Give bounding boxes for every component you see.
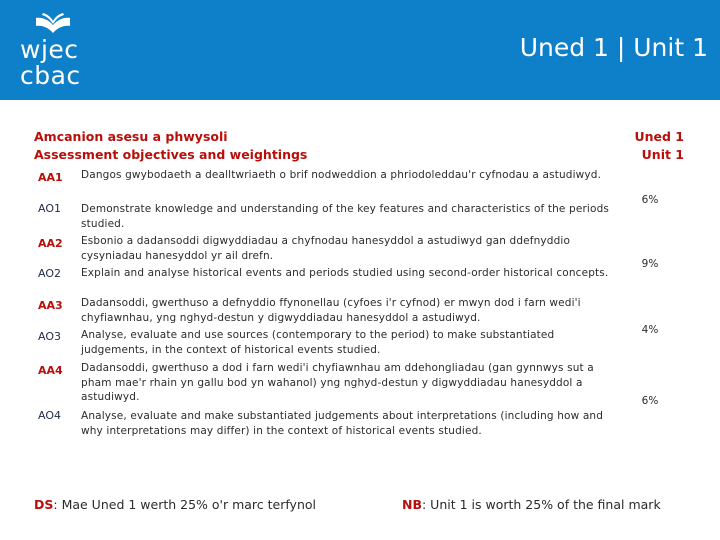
wjec-cbac-logo <box>20 13 86 91</box>
objective-description-welsh: Esbonio a dadansoddi digwyddiadau a chyfnodau hanesyddol a astudiwyd gan ddefnyddio cysyniadau hanesyddol yr ail drefn. <box>81 235 571 262</box>
column-heading <box>634 128 684 164</box>
footer-text-welsh: : Mae Uned 1 werth 25% o'r marc terfynol <box>53 497 316 512</box>
table-heading <box>34 128 307 164</box>
objective-code-english: AO3 <box>38 330 61 343</box>
objective-description-english: Explain and analyse historical events and periods studied using second-order historical concepts. <box>81 267 609 279</box>
objective-weight: 9% <box>641 258 659 270</box>
logo-text-wjec: wjec <box>20 35 79 64</box>
objective-description-welsh: Dadansoddi, gwerthuso a dod i farn wedi'i chyfiawnhau am ddehongliadau (gan gynnwys sut a pham mae'r rhain yn gallu bod yn wahanol) yng nghyd-destun y digwyddiadau hanesyddol a astudiwyd. <box>81 362 594 403</box>
objective-code-welsh: AA3 <box>38 299 63 312</box>
objective-weight: 6% <box>641 194 659 206</box>
objective-description-english: Analyse, evaluate and use sources (contemporary to the period) to make substantiated judgements, in the context of historical events studied. <box>81 329 555 356</box>
objective-code-welsh: AA2 <box>38 237 63 250</box>
objective-row-1 <box>34 168 686 232</box>
footer-note-welsh <box>34 496 316 514</box>
objective-weight: 4% <box>641 324 659 336</box>
heading-welsh: Amcanion asesu a phwysoli <box>34 129 228 144</box>
footer-note-english <box>402 496 661 514</box>
objective-code-english: AO4 <box>38 409 61 422</box>
objective-row-4 <box>34 361 686 437</box>
column-heading-english: Unit 1 <box>641 147 684 162</box>
objective-description-welsh: Dangos gwybodaeth a dealltwriaeth o brif nodweddion a phriodoleddau'r cyfnodau a astudiwyd. <box>81 169 602 181</box>
footer-text-english: : Unit 1 is worth 25% of the final mark <box>422 497 661 512</box>
objective-code-welsh: AA1 <box>38 171 63 184</box>
objective-weight: 6% <box>641 395 659 407</box>
objective-code-english: AO1 <box>38 202 61 215</box>
logo-text-cbac: cbac <box>20 61 81 90</box>
footer-label-english: NB <box>402 497 422 512</box>
header-bar <box>0 0 720 100</box>
page-title: Uned 1 | Unit 1 <box>519 33 708 62</box>
objective-description-english: Analyse, evaluate and make substantiated judgements about interpretations (including how and why interpretations may differ) in the context of historical events studied. <box>81 410 604 437</box>
objective-row-2 <box>34 234 686 298</box>
column-heading-welsh: Uned 1 <box>634 129 684 144</box>
heading-english: Assessment objectives and weightings <box>34 147 308 162</box>
objective-row-3 <box>34 296 686 360</box>
objective-description-welsh: Dadansoddi, gwerthuso a defnyddio ffynonellau (cyfoes i'r cyfnod) er mwyn dod i farn wedi'i chyfiawnhau, yng nghyd-destun y digwyddiadau hanesyddol a astudiwyd. <box>81 297 581 324</box>
objective-description-english: Demonstrate knowledge and understanding of the key features and characteristics of the periods studied. <box>81 203 609 230</box>
objective-code-english: AO2 <box>38 267 61 280</box>
footer-label-welsh: DS <box>34 497 54 512</box>
objective-code-welsh: AA4 <box>38 364 63 377</box>
book-logo-icon <box>34 13 72 35</box>
